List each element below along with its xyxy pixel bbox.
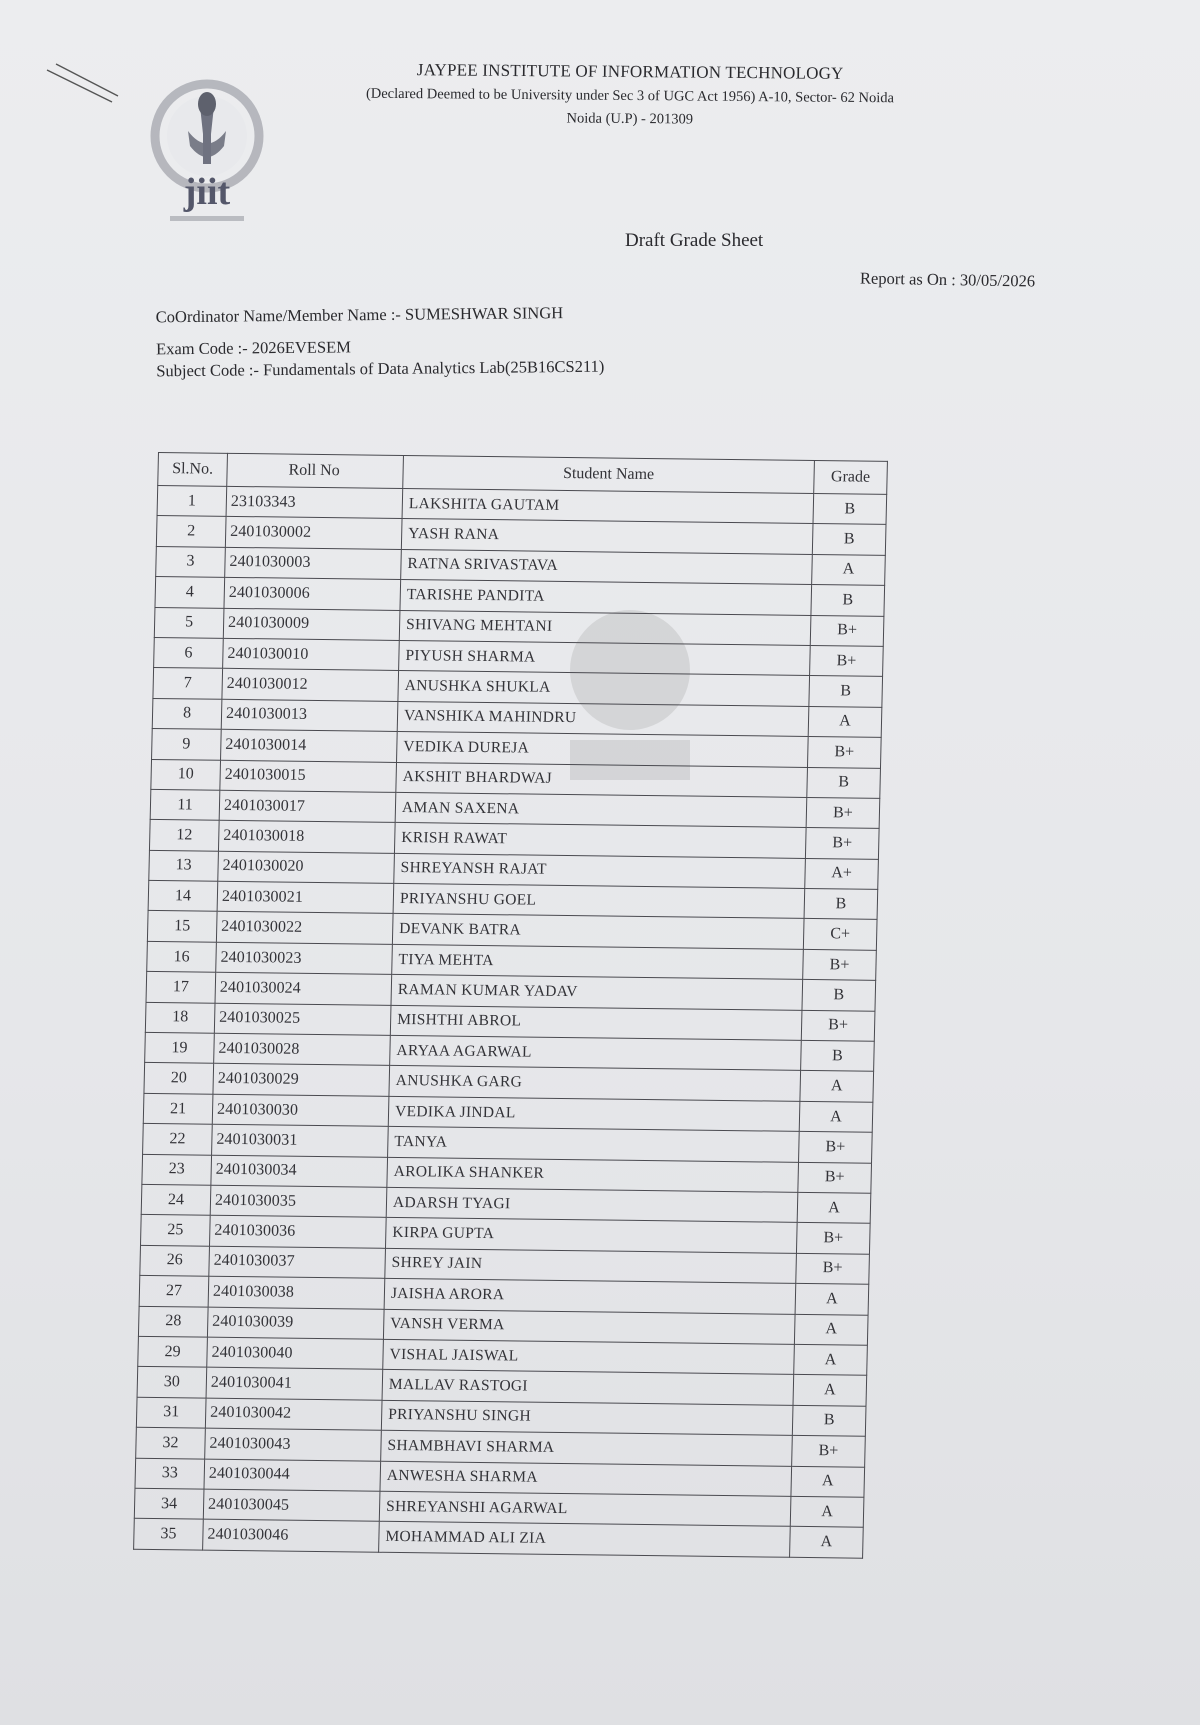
roll-no-cell: 2401030022 bbox=[216, 912, 393, 945]
student-name-cell: TIYA MEHTA bbox=[392, 944, 804, 979]
student-name-cell: KIRPA GUPTA bbox=[385, 1218, 797, 1253]
grade-cell: A bbox=[800, 1071, 874, 1102]
slno-cell: 13 bbox=[149, 850, 219, 881]
slno-cell: 25 bbox=[141, 1215, 211, 1246]
student-name-cell: SHAMBHAVI SHARMA bbox=[381, 1430, 793, 1465]
slno-cell: 9 bbox=[152, 729, 222, 760]
student-name-cell: ANUSHKA GARG bbox=[389, 1066, 801, 1101]
grade-cell: B+ bbox=[799, 1132, 873, 1163]
grade-table-body bbox=[134, 485, 887, 1557]
roll-no-cell: 2401030045 bbox=[203, 1489, 380, 1522]
header-student-name: Student Name bbox=[403, 455, 815, 493]
grade-cell: B+ bbox=[792, 1435, 866, 1466]
slno-cell: 14 bbox=[148, 880, 218, 911]
student-name-cell: SHREYANSH RAJAT bbox=[394, 853, 806, 888]
student-name-cell: AKSHIT BHARDWAJ bbox=[396, 762, 808, 797]
pen-mark-icon bbox=[42, 60, 122, 110]
report-date: Report as On : 30/05/2026 bbox=[859, 268, 1036, 291]
grade-cell: A bbox=[794, 1314, 868, 1345]
sheet-title: Draft Grade Sheet bbox=[625, 230, 764, 251]
roll-no-cell: 2401030013 bbox=[221, 699, 398, 732]
student-name-cell: VEDIKA DUREJA bbox=[397, 732, 809, 767]
roll-no-cell: 2401030041 bbox=[206, 1367, 383, 1400]
slno-cell: 26 bbox=[140, 1245, 210, 1276]
institute-address: Noida (U.P) - 201309 bbox=[566, 110, 694, 128]
student-name-cell: AROLIKA SHANKER bbox=[387, 1157, 799, 1192]
slno-cell: 29 bbox=[138, 1336, 208, 1367]
slno-cell: 10 bbox=[151, 759, 221, 790]
grade-cell: B bbox=[809, 676, 883, 707]
logo-text: jiit bbox=[183, 171, 231, 213]
slno-cell: 31 bbox=[136, 1397, 206, 1428]
slno-cell: 11 bbox=[150, 789, 220, 820]
slno-cell: 34 bbox=[134, 1488, 204, 1519]
grade-table-container bbox=[133, 452, 888, 1558]
student-name-cell: PRIYANSHU GOEL bbox=[393, 883, 805, 918]
student-name-cell: MISHTHI ABROL bbox=[390, 1005, 802, 1040]
slno-cell: 18 bbox=[145, 1002, 215, 1033]
grade-cell: C+ bbox=[803, 919, 877, 950]
roll-no-cell: 2401030037 bbox=[209, 1246, 386, 1279]
student-name-cell: DEVANK BATRA bbox=[392, 914, 804, 949]
roll-no-cell: 2401030015 bbox=[220, 760, 397, 793]
roll-no-cell: 2401030006 bbox=[224, 577, 401, 610]
grade-table bbox=[133, 452, 888, 1558]
roll-no-cell: 2401030003 bbox=[225, 547, 402, 580]
roll-no-cell: 2401030043 bbox=[205, 1428, 382, 1461]
grade-cell: A bbox=[790, 1496, 864, 1527]
student-name-cell: PRIYANSHU SINGH bbox=[381, 1400, 793, 1435]
grade-cell: B+ bbox=[796, 1253, 870, 1284]
grade-cell: B+ bbox=[803, 949, 877, 980]
student-name-cell: AMAN SAXENA bbox=[395, 792, 807, 827]
student-name-cell: VEDIKA JINDAL bbox=[388, 1096, 800, 1131]
student-name-cell: YASH RANA bbox=[401, 519, 813, 554]
header-grade: Grade bbox=[814, 461, 888, 495]
grade-cell: B bbox=[811, 585, 885, 616]
grade-cell: A bbox=[799, 1101, 873, 1132]
student-name-cell: ADARSH TYAGI bbox=[386, 1187, 798, 1222]
slno-cell: 8 bbox=[152, 698, 222, 729]
grade-cell: A bbox=[812, 554, 886, 585]
slno-cell: 30 bbox=[137, 1367, 207, 1398]
grade-cell: A bbox=[808, 706, 882, 737]
roll-no-cell: 2401030036 bbox=[209, 1216, 386, 1249]
grade-cell: B bbox=[792, 1405, 866, 1436]
slno-cell: 24 bbox=[141, 1184, 211, 1215]
roll-no-cell: 2401030009 bbox=[223, 608, 400, 641]
student-name-cell: KRISH RAWAT bbox=[394, 823, 806, 858]
student-name-cell: PIYUSH SHARMA bbox=[399, 640, 811, 675]
student-name-cell: TARISHE PANDITA bbox=[400, 580, 812, 615]
student-name-cell: SHIVANG MEHTANI bbox=[399, 610, 811, 645]
slno-cell: 32 bbox=[136, 1427, 206, 1458]
header-roll-no: Roll No bbox=[227, 453, 404, 488]
student-name-cell: SHREY JAIN bbox=[385, 1248, 797, 1283]
student-name-cell: RAMAN KUMAR YADAV bbox=[391, 975, 803, 1010]
roll-no-cell: 2401030023 bbox=[216, 942, 393, 975]
grade-cell: B+ bbox=[801, 1010, 875, 1041]
roll-no-cell: 2401030031 bbox=[212, 1124, 389, 1157]
roll-no-cell: 2401030017 bbox=[219, 790, 396, 823]
slno-cell: 23 bbox=[142, 1154, 212, 1185]
roll-no-cell: 2401030040 bbox=[207, 1337, 384, 1370]
slno-cell: 28 bbox=[138, 1306, 208, 1337]
grade-cell: B+ bbox=[798, 1162, 872, 1193]
grade-cell: B bbox=[802, 980, 876, 1011]
student-name-cell: SHREYANSHI AGARWAL bbox=[379, 1491, 791, 1526]
student-name-cell: VISHAL JAISWAL bbox=[383, 1339, 795, 1374]
slno-cell: 22 bbox=[143, 1124, 213, 1155]
header-slno: Sl.No. bbox=[158, 453, 228, 487]
roll-no-cell: 2401030038 bbox=[208, 1276, 385, 1309]
roll-no-cell: 2401030044 bbox=[204, 1459, 381, 1492]
slno-cell: 17 bbox=[146, 972, 216, 1003]
grade-cell: A bbox=[794, 1344, 868, 1375]
coordinator-name: CoOrdinator Name/Member Name :- SUMESHWAR SINGH bbox=[155, 303, 564, 327]
student-name-cell: RATNA SRIVASTAVA bbox=[401, 549, 813, 584]
student-name-cell: ARYAA AGARWAL bbox=[390, 1035, 802, 1070]
grade-cell: B+ bbox=[806, 797, 880, 828]
slno-cell: 15 bbox=[147, 911, 217, 942]
slno-cell: 12 bbox=[149, 820, 219, 851]
grade-cell: A+ bbox=[805, 858, 879, 889]
roll-no-cell: 2401030035 bbox=[210, 1185, 387, 1218]
student-name-cell: MALLAV RASTOGI bbox=[382, 1370, 794, 1405]
roll-no-cell: 2401030002 bbox=[225, 517, 402, 550]
grade-cell: B+ bbox=[810, 645, 884, 676]
slno-cell: 21 bbox=[143, 1093, 213, 1124]
grade-cell: B+ bbox=[807, 737, 881, 768]
grade-cell: A bbox=[790, 1527, 864, 1558]
exam-meta bbox=[156, 302, 605, 383]
institute-logo bbox=[148, 76, 266, 236]
grade-cell: B+ bbox=[805, 828, 879, 859]
grade-cell: A bbox=[793, 1375, 867, 1406]
institute-name: JAYPEE INSTITUTE OF INFORMATION TECHNOLOGY bbox=[416, 60, 844, 83]
roll-no-cell: 2401030012 bbox=[222, 669, 399, 702]
slno-cell: 2 bbox=[156, 516, 226, 547]
slno-cell: 27 bbox=[139, 1275, 209, 1306]
roll-no-cell: 2401030039 bbox=[207, 1307, 384, 1340]
grade-cell: B+ bbox=[810, 615, 884, 646]
grade-cell: A bbox=[795, 1284, 869, 1315]
subject-code: Subject Code :- Fundamentals of Data Analytics Lab(25B16CS211) bbox=[156, 356, 605, 381]
roll-no-cell: 2401030014 bbox=[221, 729, 398, 762]
grade-cell: A bbox=[791, 1466, 865, 1497]
exam-code: Exam Code :- 2026EVESEM bbox=[155, 337, 351, 359]
grade-cell: A bbox=[797, 1192, 871, 1223]
institute-header bbox=[290, 59, 971, 131]
roll-no-cell: 2401030030 bbox=[212, 1094, 389, 1127]
student-name-cell: ANWESHA SHARMA bbox=[380, 1461, 792, 1496]
student-name-cell: MOHAMMAD ALI ZIA bbox=[379, 1522, 791, 1557]
grade-cell: B bbox=[812, 524, 886, 555]
slno-cell: 6 bbox=[154, 637, 224, 668]
roll-no-cell: 2401030042 bbox=[205, 1398, 382, 1431]
institute-declaration: (Declared Deemed to be University under Sec 3 of UGC Act 1956) A-10, Sector- 62 Noida bbox=[365, 85, 895, 107]
slno-cell: 16 bbox=[147, 941, 217, 972]
slno-cell: 3 bbox=[156, 546, 226, 577]
slno-cell: 35 bbox=[134, 1519, 204, 1550]
grade-cell: B+ bbox=[796, 1223, 870, 1254]
grade-cell: B bbox=[801, 1040, 875, 1071]
slno-cell: 20 bbox=[144, 1063, 214, 1094]
slno-cell: 33 bbox=[135, 1458, 205, 1489]
roll-no-cell: 23103343 bbox=[226, 486, 403, 519]
roll-no-cell: 2401030021 bbox=[217, 881, 394, 914]
roll-no-cell: 2401030029 bbox=[213, 1064, 390, 1097]
student-name-cell: VANSH VERMA bbox=[383, 1309, 795, 1344]
student-name-cell: LAKSHITA GAUTAM bbox=[402, 488, 814, 523]
roll-no-cell: 2401030028 bbox=[214, 1033, 391, 1066]
student-name-cell: VANSHIKA MAHINDRU bbox=[397, 701, 809, 736]
slno-cell: 5 bbox=[154, 607, 224, 638]
slno-cell: 1 bbox=[157, 485, 227, 516]
roll-no-cell: 2401030024 bbox=[215, 972, 392, 1005]
roll-no-cell: 2401030025 bbox=[214, 1003, 391, 1036]
roll-no-cell: 2401030018 bbox=[218, 821, 395, 854]
grade-cell: B bbox=[804, 889, 878, 920]
roll-no-cell: 2401030034 bbox=[211, 1155, 388, 1188]
slno-cell: 7 bbox=[153, 668, 223, 699]
grade-cell: B bbox=[807, 767, 881, 798]
student-name-cell: TANYA bbox=[388, 1127, 800, 1162]
roll-no-cell: 2401030046 bbox=[203, 1519, 380, 1552]
student-name-cell: ANUSHKA SHUKLA bbox=[398, 671, 810, 706]
student-name-cell: JAISHA ARORA bbox=[384, 1278, 796, 1313]
slno-cell: 4 bbox=[155, 577, 225, 608]
slno-cell: 19 bbox=[145, 1032, 215, 1063]
grade-cell: B bbox=[813, 494, 887, 525]
roll-no-cell: 2401030020 bbox=[218, 851, 395, 884]
roll-no-cell: 2401030010 bbox=[223, 638, 400, 671]
